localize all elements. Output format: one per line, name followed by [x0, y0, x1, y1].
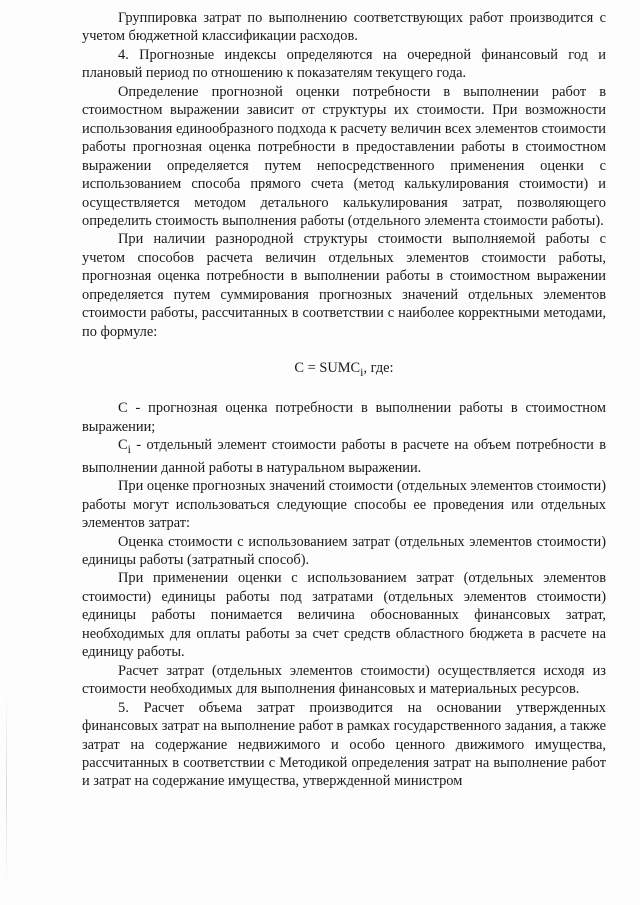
paragraph-cost-method: Оценка стоимости с использованием затрат (отдельных элементов стоимости) единицы работы (затратный способ). [82, 533, 606, 568]
document-body [82, 9, 606, 791]
formula-subscript: i [360, 365, 364, 380]
definition-c: C - прогнозная оценка потребности в выполнении работы в стоимостном выражении; [82, 400, 606, 435]
paragraph-cost-calculation: Расчет затрат (отдельных элементов стоимости) осуществляется исходя из стоимости необходимых для выполнения финансовых и материальных ресурсов. [82, 662, 606, 698]
definition-ci-subscript: i [127, 442, 131, 457]
definition-ci-symbol: C [118, 437, 128, 454]
paragraph-grouping: Группировка затрат по выполнению соответствующих работ производится с учетом бюджетной классификации расходов. [82, 10, 606, 45]
paragraph-volume-calculation: 5. Расчет объема затрат производится на основании утвержденных финансовых затрат на выполнение работ в рамках государственного задания, а также затрат на содержание недвижимого и особо ценного движимого имущества, рассчитанных в соответствии с Методикой определения затрат на выполнение работ и затрат на содержание имущества, утвержденной министром [82, 699, 606, 790]
formula-prefix: C = SUMC [294, 360, 361, 377]
paragraph-heterogeneous-structure: При наличии разнородной структуры стоимости выполняемой работы с учетом способов расчета величин отдельных элементов стоимости работы, прогнозная оценка потребности в выполнении работы в стоимостном выражении определяется путем суммирования прогнозных значений отдельных элементов стоимости работы, рассчитанных в соответствии с наиболее корректными методами, по формуле: [82, 231, 606, 340]
paragraph-forecast-indexes: 4. Прогнозные индексы определяются на очередной финансовый год и плановый период по отношению к показателям текущего года. [82, 46, 606, 82]
definition-ci-text: - отдельный элемент стоимости работы в расчете на объем потребности в выполнении данной работы в натуральном выражении. [82, 437, 606, 476]
definition-ci [82, 436, 606, 477]
formula-suffix: , где: [363, 360, 394, 377]
scan-edge-mark [6, 690, 7, 890]
formula [82, 359, 606, 381]
paragraph-forecast-assessment: Определение прогнозной оценки потребности в выполнении работ в стоимостном выражении зависит от структуры их стоимости. При возможности использования единообразного подхода к расчету величин всех элементов стоимости работы прогнозная оценка потребности в предоставлении работы в стоимостном выражении определяется путем непосредственного применения оценки с использованием способа прямого счета (метод калькулирования стоимости) и осуществляется методом детального калькулирования затрат, позволяющего определить стоимость выполнения работы (отдельного элемента стоимости работы). [82, 83, 606, 229]
paragraph-cost-definition: При применении оценки с использованием затрат (отдельных элементов стоимости) единицы работы под затратами (отдельных элементов стоимости) единицы работы понимается величина обоснованных финансовых затрат, необходимых для оплаты работы за счет средств областного бюджета в расчете на единицу работы. [82, 570, 606, 661]
paragraph-estimation-methods: При оценке прогнозных значений стоимости (отдельных элементов стоимости) работы могут использоваться следующие способы ее проведения или отдельных элементов затрат: [82, 478, 606, 532]
